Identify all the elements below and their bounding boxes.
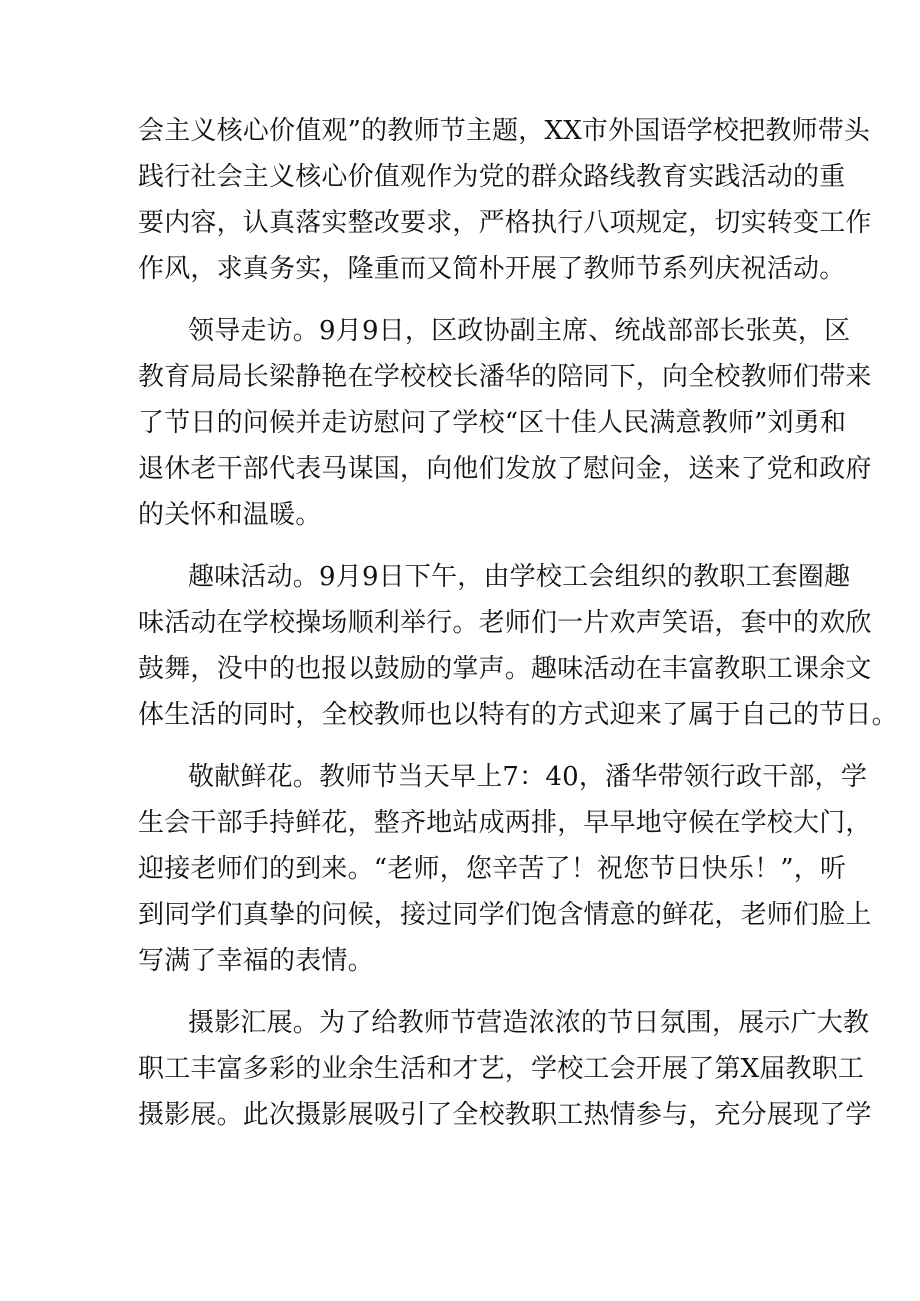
text-line: 践行社会主义核心价值观作为党的群众路线教育实践活动的重: [138, 162, 846, 192]
text-line: 摄影汇展。为了给教师节营造浓浓的节日氛围，展示广大教: [188, 1008, 870, 1038]
text-line: 体生活的同时，全校教师也以特有的方式迎来了属于自己的节日。: [138, 700, 898, 730]
text-line: 职工丰富多彩的业余生活和才艺，学校工会开展了第X届教职工: [138, 1054, 865, 1084]
text-line: 生会干部手持鲜花，整齐地站成两排，早早地守候在学校大门，: [138, 808, 872, 838]
text-line: 写满了幸福的表情。: [138, 946, 374, 976]
text-line: 要内容，认真落实整改要求，严格执行八项规定，切实转变工作: [138, 208, 872, 238]
paragraph-flowers: [138, 754, 872, 984]
paragraph-gap: [138, 538, 786, 554]
text-line: 了节日的问候并走访慰问了学校“区十佳人民满意教师”刘勇和: [138, 408, 847, 438]
paragraph-leader-visit: [138, 308, 872, 538]
text-line: 领导走访。9月9日，区政协副主席、统战部部长张英，区: [188, 316, 851, 346]
paragraph-intro: [138, 108, 872, 292]
text-line: 退休老干部代表马谋国，向他们发放了慰问金，送来了党和政府: [138, 454, 872, 484]
text-line: 教育局局长梁静艳在学校校长潘华的陪同下，向全校教师们带来: [138, 362, 872, 392]
text-line: 到同学们真挚的问候，接过同学们饱含情意的鲜花，老师们脸上: [138, 900, 872, 930]
text-line: 迎接老师们的到来。“老师，您辛苦了！祝您节日快乐！”，听: [138, 854, 847, 884]
paragraph-fun-activity: [138, 554, 898, 738]
paragraph-photo-exhibit: [138, 1000, 872, 1138]
text-line: 敬献鲜花。教师节当天早上7：40，潘华带领行政干部，学: [188, 762, 868, 792]
text-line: 鼓舞，没中的也报以鼓励的掌声。趣味活动在丰富教职工课余文: [138, 654, 872, 684]
paragraph-gap: [138, 292, 786, 308]
text-line: 会主义核心价值观”的教师节主题，XX市外国语学校把教师带头: [138, 116, 871, 146]
text-line: 摄影展。此次摄影展吸引了全校教职工热情参与，充分展现了学: [138, 1100, 872, 1130]
paragraph-gap: [138, 738, 786, 754]
document-page: [138, 108, 898, 1138]
paragraph-gap: [138, 984, 786, 1000]
text-line: 趣味活动。9月9日下午，由学校工会组织的教职工套圈趣: [188, 562, 851, 592]
text-line: 的关怀和温暖。: [138, 500, 322, 530]
text-line: 作风，求真务实，隆重而又简朴开展了教师节系列庆祝活动。: [138, 254, 846, 284]
text-line: 味活动在学校操场顺利举行。老师们一片欢声笑语，套中的欢欣: [138, 608, 872, 638]
